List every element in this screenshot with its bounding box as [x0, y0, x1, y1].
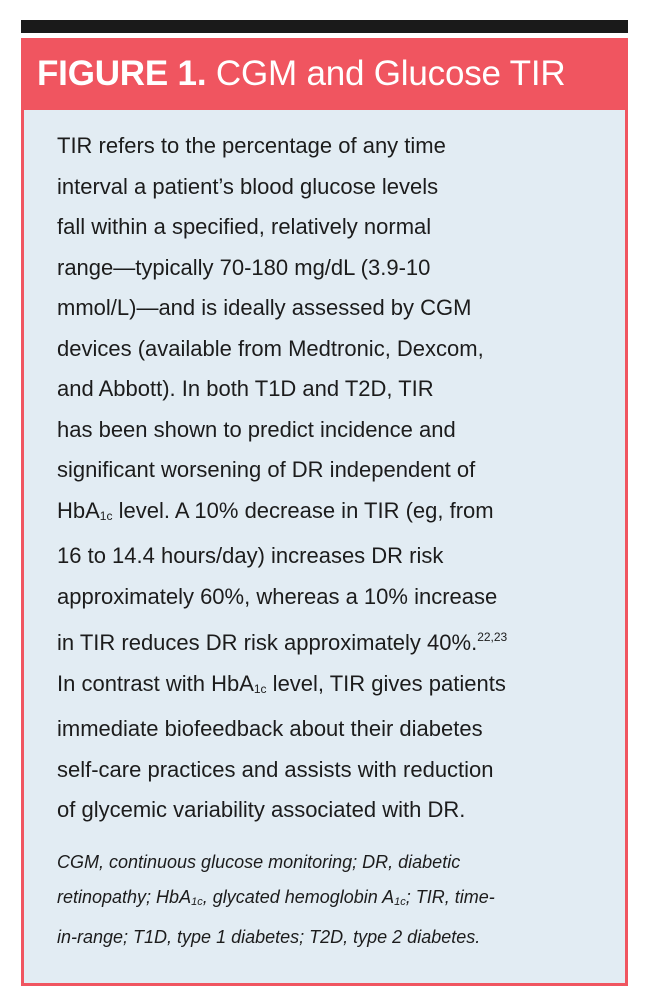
body-line: significant worsening of DR independent of — [57, 457, 476, 482]
hba1c-prefix: HbA — [57, 497, 100, 523]
footnote-text: retinopathy; HbA — [57, 887, 192, 907]
body-line — [57, 491, 613, 537]
footnote-line — [57, 880, 617, 920]
footnote-text: , glycated hemoglobin A — [202, 887, 395, 907]
body-paragraph — [57, 126, 613, 831]
body-line: self-care practices and assists with reduction — [57, 756, 494, 782]
hba1c-subscript: 1c — [253, 681, 267, 696]
body-line: of glycemic variability associated with DR. — [57, 797, 466, 822]
figure-title-text: CGM and Glucose TIR — [215, 54, 566, 93]
body-line: devices (available from Medtronic, Dexcom, — [57, 335, 484, 361]
body-line — [57, 617, 613, 664]
hba1c-subscript: 1c — [99, 508, 113, 523]
citation-superscript: 22,23 — [477, 630, 508, 644]
figure-panel — [21, 110, 628, 986]
body-line-text: level. A 10% decrease in TIR (eg, from — [112, 497, 494, 523]
body-line: approximately 60%, whereas a 10% increase — [57, 583, 498, 609]
body-line: interval a patient’s blood glucose levels — [57, 173, 439, 199]
figure-title — [37, 54, 565, 94]
body-line: immediate biofeedback about their diabetes — [57, 716, 483, 741]
figure-header — [21, 38, 628, 110]
body-line: range—typically 70-180 mg/dL (3.9-10 — [57, 254, 431, 280]
body-line-text: level, TIR gives patients — [266, 670, 506, 696]
body-line: fall within a specified, relatively normal — [57, 214, 432, 239]
body-line: TIR refers to the percentage of any time — [57, 133, 446, 158]
body-line: mmol/L)—and is ideally assessed by CGM — [57, 295, 472, 320]
footnote-line: in-range; T1D, type 1 diabetes; T2D, type 2 diabetes. — [57, 927, 481, 947]
body-line: 16 to 14.4 hours/day) increases DR risk — [57, 543, 444, 568]
body-line-text: in TIR reduces DR risk approximately 40%. — [57, 630, 478, 655]
hba1c-subscript: 1c — [191, 896, 203, 908]
abbreviations-footnote — [57, 845, 617, 955]
body-line — [57, 664, 613, 710]
body-line: and Abbott). In both T1D and T2D, TIR — [57, 376, 434, 401]
footnote-line: CGM, continuous glucose monitoring; DR, diabetic — [57, 852, 461, 872]
a1c-subscript: 1c — [394, 896, 406, 908]
figure-label: FIGURE 1. — [37, 54, 207, 93]
body-line: has been shown to predict incidence and — [57, 416, 456, 442]
footnote-text: ; TIR, time- — [405, 887, 495, 907]
body-line-text: In contrast with HbA — [57, 670, 254, 696]
top-rule — [21, 20, 628, 33]
